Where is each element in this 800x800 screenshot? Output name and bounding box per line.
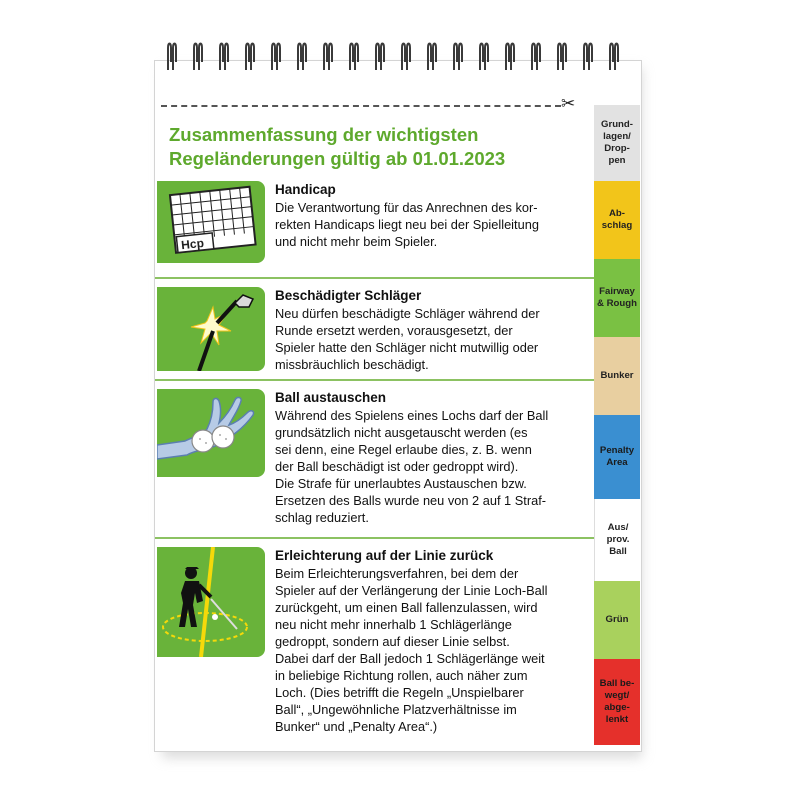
section-ball-exchange — [155, 387, 595, 533]
section-divider — [155, 537, 595, 539]
tab-abschlag[interactable]: Ab- schlag — [594, 181, 640, 260]
binding-ring — [199, 44, 202, 71]
body-line: Ersetzen des Balls wurde neu von 2 auf 1 Straf- — [275, 493, 547, 508]
hand-with-balls-icon — [157, 389, 265, 477]
body-line: Bunker“ und „Penalty Area“.) — [275, 719, 438, 734]
binding-ring — [220, 44, 223, 71]
binding-ring — [168, 44, 171, 71]
binding-ring — [329, 44, 332, 71]
binding-ring — [537, 44, 540, 71]
binding-ring — [376, 44, 379, 71]
tab-penalty-area[interactable]: Penalty Area — [594, 415, 640, 500]
scissors-icon: ✂ — [561, 94, 576, 113]
binding-ring — [355, 44, 358, 71]
body-line: Während des Spielens eines Lochs darf der Ball — [275, 408, 549, 423]
hcp-label: Hcp — [180, 235, 205, 253]
binding-ring — [277, 44, 280, 71]
binding-ring — [480, 44, 483, 71]
page-title — [169, 123, 589, 171]
cut-line — [161, 105, 561, 107]
binding-ring — [532, 44, 535, 71]
section-heading: Beschädigter Schläger — [275, 288, 422, 303]
section-broken-club — [155, 285, 595, 377]
binding-ring — [298, 44, 301, 71]
tab-gruen[interactable]: Grün — [594, 581, 640, 660]
body-line: sei denn, eine Regel erlaube dies, z. B. wenn — [275, 442, 532, 457]
title-line-1: Zusammenfassung der wichtigsten — [169, 124, 479, 145]
section-handicap-text — [275, 181, 587, 250]
binding-ring — [225, 44, 228, 71]
rulebook-page — [154, 60, 642, 752]
binding-ring — [615, 44, 618, 71]
body-line: zurückgeht, um einen Ball fallenzulassen, wird — [275, 600, 538, 615]
tab-bunker[interactable]: Bunker — [594, 337, 640, 416]
tab-ball-bewegt[interactable]: Ball be- wegt/ abge- lenkt — [594, 659, 640, 746]
body-line: Beim Erleichterungsverfahren, bei dem der — [275, 566, 519, 581]
binding-ring — [381, 44, 384, 71]
section-ball-exchange-text — [275, 389, 587, 526]
body-line: Runde ersetzt werden, vorausgesetzt, der — [275, 323, 513, 338]
tab-fairway-rough[interactable]: Fairway & Rough — [594, 259, 640, 338]
section-broken-club-text — [275, 287, 587, 373]
tab-grundlagen[interactable]: Grund- lagen/ Drop- pen — [594, 105, 640, 182]
binding-ring — [303, 44, 306, 71]
body-line: Neu dürfen beschädigte Schläger während der — [275, 306, 540, 321]
body-line: grundsätzlich nicht ausgetauscht werden (es — [275, 425, 528, 440]
tab-aus-prov-ball[interactable]: Aus/ prov. Ball — [594, 499, 641, 582]
body-line: missbräuchlich beschädigt. — [275, 357, 429, 372]
binding-ring — [433, 44, 436, 71]
binding-ring — [251, 44, 254, 71]
binding-ring — [454, 44, 457, 71]
binding-ring — [246, 44, 249, 71]
body-line: Loch. (Dies betrifft die Regeln „Unspielbarer — [275, 685, 524, 700]
binding-ring — [485, 44, 488, 71]
body-line: der Ball beschädigt ist oder gedroppt wird). — [275, 459, 519, 474]
tab-index — [594, 105, 640, 745]
binding-ring — [558, 44, 561, 71]
body-line: gedroppt, sondern auf dieser Linie selbst. — [275, 634, 510, 649]
binding-ring — [584, 44, 587, 71]
binding-ring — [563, 44, 566, 71]
section-back-on-line-relief-text — [275, 547, 587, 735]
section-divider — [155, 277, 595, 279]
section-heading: Ball austauschen — [275, 390, 387, 405]
broken-club-icon — [157, 287, 265, 371]
section-divider — [155, 379, 595, 381]
body-line: Die Verantwortung für das Anrechnen des kor- — [275, 200, 538, 215]
body-line: Spieler auf der Verlängerung der Linie Loch-Ball — [275, 583, 548, 598]
section-back-on-line-relief — [155, 545, 595, 745]
title-line-2: Regeländerungen gültig ab 01.01.2023 — [169, 148, 506, 169]
binding-ring — [173, 44, 176, 71]
spiral-binding — [160, 40, 640, 74]
golfer-dropping-ball-icon — [157, 547, 265, 657]
body-line: in beliebige Richtung rollen, auch näher zum — [275, 668, 528, 683]
body-line: Dabei darf der Ball jedoch 1 Schlägerlänge weit — [275, 651, 545, 666]
binding-ring — [459, 44, 462, 71]
body-line: Die Strafe für unerlaubtes Austauschen bzw. — [275, 476, 527, 491]
section-heading: Handicap — [275, 182, 336, 197]
binding-ring — [272, 44, 275, 71]
binding-ring — [506, 44, 509, 71]
body-line: Spieler hatte den Schläger nicht mutwillig oder — [275, 340, 539, 355]
section-heading: Erleichterung auf der Linie zurück — [275, 548, 494, 563]
binding-ring — [407, 44, 410, 71]
binding-ring — [428, 44, 431, 71]
binding-ring — [402, 44, 405, 71]
body-line: und nicht mehr beim Spieler. — [275, 234, 438, 249]
binding-ring — [194, 44, 197, 71]
body-line: neu nicht mehr innerhalb 1 Schlägerlänge — [275, 617, 512, 632]
body-line: Ball“, „Ungewöhnliche Platzverhältnisse im — [275, 702, 517, 717]
body-line: schlag reduziert. — [275, 510, 369, 525]
section-handicap — [155, 181, 595, 275]
binding-ring — [350, 44, 353, 71]
binding-ring — [589, 44, 592, 71]
handicap-card-icon — [157, 181, 265, 263]
binding-ring — [610, 44, 613, 71]
binding-ring — [511, 44, 514, 71]
body-line: rekten Handicaps liegt neu bei der Spielleitung — [275, 217, 539, 232]
binding-ring — [324, 44, 327, 71]
